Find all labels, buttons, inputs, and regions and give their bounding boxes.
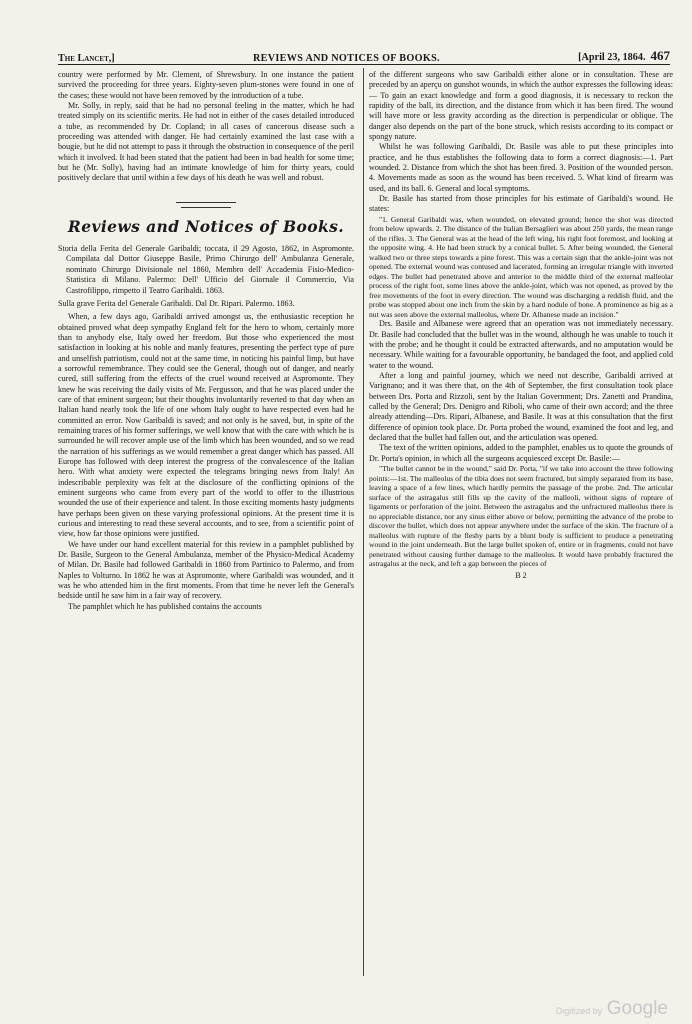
paragraph: country were performed by Mr. Clement, of Shrewsbury. In one instance the patient survived the proceeding for three years. Eighty-seven plum-stones were found in one of the cases; these would not have been removed by the introduction of a tube. bbox=[58, 70, 354, 100]
left-column bbox=[58, 70, 354, 990]
issue-date bbox=[578, 48, 670, 64]
running-header bbox=[58, 44, 670, 65]
paragraph: Whilst he was following Garibaldi, Dr. Basile was able to put these principles into practice, and he thus establishes the following data to form a correct diagnosis:—1. Part wounded. 2. Distance from which the shot has been fired. 3. Position of the wounded person. 4. Movements made as soon as the wound has been received. 5. What kind of firearm was used, and its ball. 6. General and local symptoms. bbox=[369, 142, 673, 193]
column-rule bbox=[363, 68, 364, 976]
paragraph: The pamphlet which he has published contains the accounts bbox=[68, 601, 262, 611]
divider bbox=[176, 202, 236, 203]
date-text: [April 23, 1864. bbox=[578, 52, 646, 63]
paragraph: After a long and painful journey, which we need not describe, Garibaldi arrived at Varignano; and it was there that, on the 4th of September, the first consultation took place between Drs. Porta and Rizzoli, sent by the Italian Government; Drs. Zanetti and Prandina, called by the General; Drs. Denigro and Riboli, who came of their own accord; and the three already attending—Drs. Ripari, Albanese, and Basile. It was at this consultation that the first difference of opinion took place. Dr. Porta probed the wound, examined the foot and leg, and declared that the bullet had fallen out, and the articulation was opened. bbox=[369, 371, 673, 443]
citation: Sulla grave Ferita del Generale Garibaldi. Dal Dr. Ripari. Palermo. 1863. bbox=[58, 298, 295, 308]
paragraph: Mr. Solly, in reply, said that he had no personal feeling in the matter, which he had treated simply on its scientific merits. He had not in either of the cases detailed introduced a tube, as recommended by Dr. Copland; in all cases of cancerous disease such a proceeding was attended with danger. He had certainly examined the last case with a bougie, but he did not attempt to pass it through the obstruction in consequence of the peril which it involved. It had been stated that the patient had been in bad health for some time; but he (Mr. Solly), having had an intimate knowledge of him for thirty years, could positively declare that until within a few days of his death he was well and robust. bbox=[58, 101, 354, 183]
section-heading: REVIEWS AND NOTICES OF BOOKS. bbox=[252, 53, 440, 64]
block-quote: "1. General Garibaldi was, when wounded, on elevated ground; hence the shot was directed from below upwards. 2. The distance of the Italian Bersaglieri was about 250 yards, the mean range of the rifles. 3. The General was at the head of the left wing, his right foot foremost, and looking at the opposite wing. 4. He had been struck by a conical bullet. 5. After being wounded, the General walked two or three steps towards a pine forest. This was a certain sign that the ankle-joint was not opened. The external wound was contused and lacerated, forming an irregular triangle with inverted edges. The bullet had penetrated above and anterior to the middle third of the external malleolar process of the right foot, some lines above the ankle-joint, which was not opened, as proved by the free movements of the foot in every direction. The wound was discharging a reddish fluid, and the probe was stopped about one inch from the skin by a hard nodule of bone. A prominence as big as a nut was seen above the external malleolus, where Dr. Albanese made an incision." bbox=[369, 214, 673, 319]
watermark-line: Digitized by bbox=[555, 1006, 603, 1016]
paragraph: We have under our hand excellent material for this review in a pamphlet published by Dr. Basile, Surgeon to the General Ambulanza, member of the Physico-Medical Academy of Milan. Dr. Basile had followed Garibaldi in 1860 from Partinico to Palermo, and from Naples to Volturno. In 1862 he was at Aspromonte, where Garibaldi was wounded, and it was he who attended him in the first moments. From that time he never left the General's bedside until he saw him in a fair way of recovery. bbox=[58, 539, 354, 601]
watermark bbox=[556, 998, 668, 1020]
divider bbox=[181, 207, 231, 208]
paragraph: The text of the written opinions, added to the pamphlet, enables us to quote the grounds of Dr. Porta's opinion, in which all the surgeons acquiesced except Dr. Basile:— bbox=[369, 443, 673, 463]
journal-name: The Lancet,] bbox=[58, 53, 115, 64]
page-number: 467 bbox=[650, 48, 670, 63]
signature-mark: B 2 bbox=[515, 570, 527, 580]
section-title: Reviews and Notices of Books. bbox=[67, 216, 345, 236]
paragraph: of the different surgeons who saw Garibaldi either alone or in consultation. These are preceded by an aperçu on gunshot wounds, in which the author expresses the following ideas:— To gain an exact knowledge and form a good diagnosis, it is necessary to reckon the rapidity of the ball, its direction, and the distance from which it has been fired. The wound will have more or less gravity according as the direction is perpendicular or oblique. The danger also depends on the part of the bone struck, which resists according to its compact or spongy nature. bbox=[369, 70, 673, 142]
right-column bbox=[369, 70, 673, 990]
paragraph: Dr. Basile has started from those principles for his estimate of Garibaldi's wound. He states: bbox=[369, 194, 673, 214]
watermark-logo: Google bbox=[606, 998, 668, 1019]
paragraph: When, a few days ago, Garibaldi arrived amongst us, the enthusiastic reception he obtained proved what deep sympathy England felt for the hero to whom, certainly more than to anybody else, Italy owed her freedom. But those who experienced the most satisfaction in looking at his noble and manly features, presenting the perfect type of pure and unselfish patriotism, could not at the same time, in noticing his painful limp, but have a sorrowful remembrance. They could see the General, though out of danger, and nearly cured, still suffering from the effects of the cruel wound received at Aspromonte. They knew he was receiving the daily visits of Mr. Fergusson, and that he was placed under the care of that eminent surgeon; but their thoughts involuntarily reverted to that day when an Italian hand nearly took the life of one whom Italy ought to have respected even had he committed an error. Now Garibaldi is saved; and not only is he saved, but, in spite of the remaining traces of his former sufferings, we well know that with the care with which he is surrounded he will recover ample use of the limb which has been wounded, and so we read the narration of his sufferings as we would remember a great danger which has passed. All Europe has followed with deep interest the progress of the convalescence of the Italian hero. With what anxiety were expected the telegrams bringing news from Italy! An indescribable perplexity was felt at the disclosure of the conflicting opinions of the eminent surgeons who came from every part of the world to offer to the illustrious wounded the use of their experience and talent. In those exciting moments hasty judgments have perhaps been given on these varying professional opinions. At the present time it is curious and interesting to read these several accounts, and to see, from a scientific point of view, how far those opinions were justified. bbox=[58, 312, 354, 539]
paragraph: Drs. Basile and Albanese were agreed that an operation was not immediately necessary. Dr. Basile had concluded that the bullet was in the wound, although he was unable to touch it with the probe; and he thought it could be extracted afterwards, and no amputation would be necessary. While waiting for a favourable opportunity, he bandaged the foot, and applied cold water to the wound. bbox=[369, 319, 673, 370]
citation: Storia della Ferita del Generale Garibaldi; toccata, il 29 Agosto, 1862, in Aspromonte. Compilata dal Dottor Giuseppe Basile, Primo Chirurgo dell' Ambulanza Generale, nominato Chirurgo Divisionale nel 1860, Membro dell' Accademia Fisio-Medico-Statistica di Milano. Palermo: Dell' Ufficio del Giornale il Commercio, Via Castrofilippo, rimpetto il Teatro Garibaldi. 1863. bbox=[58, 244, 354, 295]
block-quote: "The bullet cannot be in the wound," said Dr. Porta, "if we take into account the three following points:—1st. The malleolus of the tibia does not seem fractured, but simply separated from its base, leaving a space of a few lines, which hardly permits the passage of the probe. 2nd. The articular surface of the astragalus still fills up the cavity of the malleoli, without signs of rupture of ligaments or perforation of the joint. Between the astragalus and the unfractured malleolus there is no appreciable distance, nor any sinus either above or below, permitting the advance of the probe to discover the bullet, which does not appear anywhere under the surface of the skin. The fracture of a malleolus with rupture of the fleshy parts by a blunt body is sufficient to produce a penetrating wound in the joint underneath. But the large bullet spoken of, entire or in fragments, could not have penetrated without causing further damage to the malleolus. It would have probably fractured the astragalus at the neck, and left a gap between the pieces of bbox=[369, 464, 673, 569]
